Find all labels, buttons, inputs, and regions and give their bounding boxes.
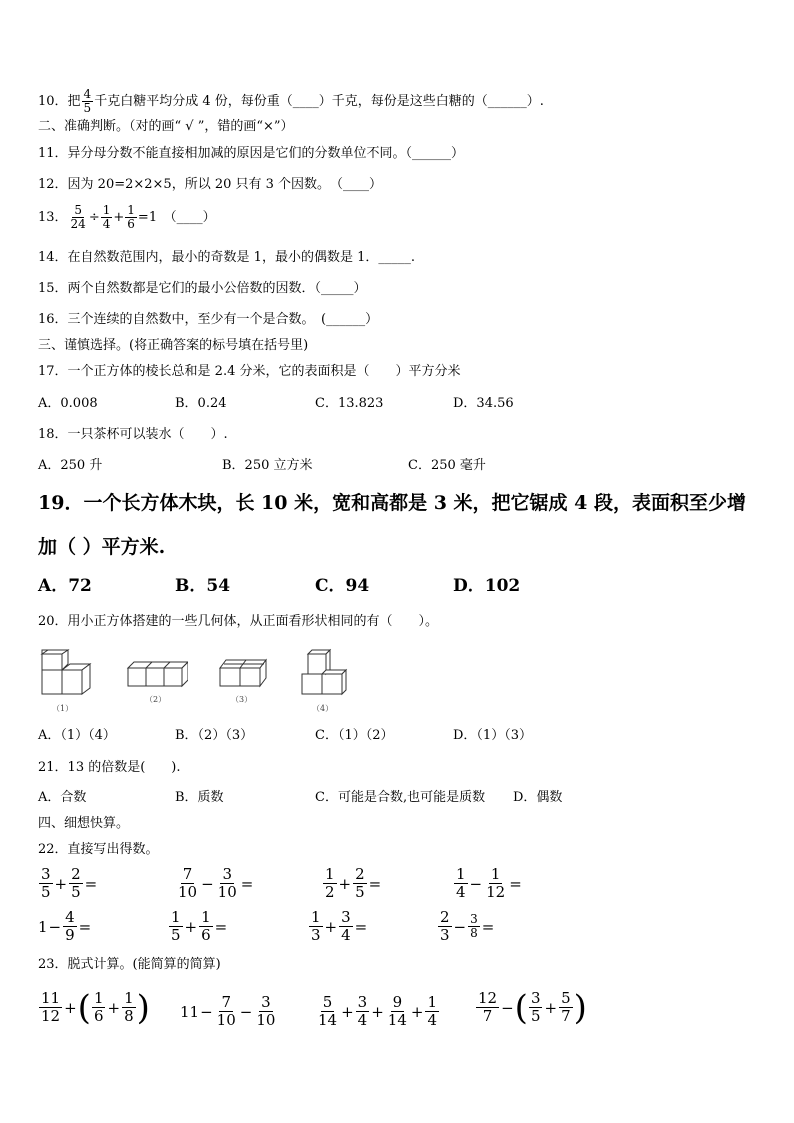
q10-number: 10．把 (38, 94, 81, 109)
question-17: 17．一个正方体的棱长总和是 2.4 分米，它的表面积是（ ）平方分米 (38, 364, 461, 379)
fraction: $\frac{3}{10}$ (256, 993, 276, 1029)
fraction: $\frac{1}{6}$ (93, 989, 104, 1025)
q22-expr-8: $\frac{2}{3}$ − $\frac{3}{8}$ = (440, 908, 495, 944)
fraction: $\frac{3}{5}$ (530, 989, 541, 1025)
q21-option-d[interactable]: D．偶数 (513, 790, 563, 805)
q21-option-c[interactable]: C．可能是合数,也可能是质数 (315, 790, 486, 805)
question-14: 14．在自然数范围内，最小的奇数是 1，最小的偶数是 1．_____. (38, 250, 415, 265)
right-paren: ) (573, 987, 587, 1028)
fraction: $\frac{1}{6}$ (127, 203, 135, 231)
fraction: $\frac{1}{8}$ (124, 989, 134, 1025)
fraction: $\frac{7}{10}$ (178, 865, 198, 901)
cube-figure-2 (126, 658, 188, 690)
q20-option-a[interactable]: A．（1）（4） (38, 728, 116, 743)
fraction: $\frac{7}{10}$ (216, 993, 236, 1029)
fraction: $\frac{3}{10}$ (217, 865, 237, 901)
q23-expr-4: $\frac{12}{7}$ − ( $\frac{3}{5}$ + $\frac{5}{7}$ ) (478, 987, 587, 1028)
fraction: $\frac{3}{5}$ (41, 865, 51, 901)
question-22: 22．直接写出得数。 (38, 842, 159, 857)
fraction: $\frac{9}{14}$ (387, 993, 407, 1029)
cube-figure-3 (218, 656, 268, 690)
question-16: 16．三个连续的自然数中，至少有一个是合数。 (______） (38, 312, 379, 327)
fraction: $\frac{11}{12}$ (41, 989, 61, 1025)
q21-option-b[interactable]: B．质数 (175, 790, 224, 805)
q17-option-c[interactable]: C．13.823 (315, 396, 384, 411)
fraction: $\frac{5}{7}$ (561, 989, 571, 1025)
section-3-heading: 三、谨慎选择。(将正确答案的标号填在括号里) (38, 338, 309, 353)
q18-option-b[interactable]: B．250 立方米 (222, 458, 313, 473)
q10-text: 千克白糖平均分成 4 份，每份重（____）千克，每份是这些白糖的（______）. (94, 94, 544, 109)
section-2-heading: 二、准确判断。（对的画“ √ ”，错的画“×”） (38, 119, 294, 134)
left-paren: ( (77, 987, 91, 1028)
cube-figure-1 (40, 648, 100, 698)
question-10 (38, 88, 544, 115)
fraction: $\frac{1}{3}$ (311, 908, 321, 944)
fraction: $\frac{3}{4}$ (341, 908, 351, 944)
q19-option-c[interactable]: C．94 (315, 576, 370, 596)
q22-expr-6: $\frac{1}{5}$ + $\frac{1}{6}$ = (171, 908, 228, 944)
question-21: 21．13 的倍数是( ). (38, 760, 181, 775)
q20-option-d[interactable]: D．（1）（3） (453, 728, 532, 743)
q18-option-c[interactable]: C．250 毫升 (408, 458, 486, 473)
question-18: 18．一只茶杯可以装水（ ）. (38, 427, 228, 442)
fraction: $\frac{1}{4}$ (456, 865, 466, 901)
q19-option-b[interactable]: B．54 (175, 576, 231, 596)
question-11: 11．异分母分数不能直接相加减的原因是它们的分数单位不同。（______） (38, 146, 465, 161)
q23-expr-3: $\frac{5}{14}$ + $\frac{3}{4}$ + $\frac{9}{14}$ + $\frac{1}{4}$ (318, 993, 438, 1029)
right-paren: ) (136, 987, 150, 1028)
figure-label-4: （4） (312, 704, 334, 713)
q19-option-a[interactable]: A．72 (38, 576, 92, 596)
q22-expr-4: $\frac{1}{4}$ − $\frac{1}{12}$ = (456, 865, 522, 901)
fraction: $\frac{12}{7}$ (478, 989, 498, 1025)
fraction: $\frac{2}{5}$ (355, 865, 365, 901)
q22-expr-5: 1 − $\frac{4}{9}$ = (38, 908, 92, 944)
fraction: $\frac{1}{6}$ (201, 908, 211, 944)
q22-expr-1: $\frac{3}{5}$ + $\frac{2}{5}$ = (41, 865, 98, 901)
cube-figure-4 (300, 648, 350, 696)
fraction: $\frac{5}{24}$ (70, 203, 86, 231)
fraction: $\frac{3}{8}$ (470, 912, 478, 940)
q23-expr-2: 11 − $\frac{7}{10}$ − $\frac{3}{10}$ (180, 993, 276, 1029)
q22-expr-3: $\frac{1}{2}$ + $\frac{2}{5}$ = (325, 865, 382, 901)
question-13: 13． $\frac{5}{24}$ ÷ $\frac{1}{4}$ + $\frac{1}{6}$ =1 （____） (38, 203, 216, 231)
fraction: $\frac{4}{9}$ (65, 908, 75, 944)
q18-option-a[interactable]: A．250 升 (38, 458, 103, 473)
figure-label-3: （3） (231, 695, 253, 704)
q20-option-c[interactable]: C．（1）（2） (315, 728, 394, 743)
fraction: $\frac{2}{5}$ (71, 865, 81, 901)
figure-label-1: （1） (52, 704, 74, 713)
q22-expr-2: $\frac{7}{10}$ − $\frac{3}{10}$ = (178, 865, 254, 901)
q21-option-a[interactable]: A．合数 (38, 790, 87, 805)
fraction: $\frac{1}{4}$ (102, 203, 111, 231)
question-12: 12．因为 20=2×2×5，所以 20 只有 3 个因数。 （____） (38, 177, 383, 192)
question-15: 15．两个自然数都是它们的最小公倍数的因数．（_____） (38, 281, 367, 296)
q20-option-b[interactable]: B．（2）（3） (175, 728, 254, 743)
fraction: $\frac{1}{5}$ (171, 908, 181, 944)
q23-expr-1: $\frac{11}{12}$ + ( $\frac{1}{6}$ + $\frac{1}{8}$ ) (41, 987, 150, 1028)
fraction: $\frac{3}{4}$ (357, 993, 368, 1029)
fraction: $\frac{2}{3}$ (440, 908, 450, 944)
q22-expr-7: $\frac{1}{3}$ + $\frac{3}{4}$ = (311, 908, 368, 944)
fraction: $\frac{5}{14}$ (318, 993, 338, 1029)
fraction: $\frac{1}{12}$ (486, 865, 506, 901)
left-paren: ( (514, 987, 528, 1028)
q19-option-d[interactable]: D．102 (453, 576, 521, 596)
question-23: 23．脱式计算。(能简算的简算) (38, 957, 221, 972)
fraction: $\frac{4}{5}$ (83, 87, 92, 115)
fraction: $\frac{1}{2}$ (325, 865, 335, 901)
question-19: 19．一个长方体木块，长 10 米，宽和高都是 3 米，把它锯成 4 段，表面积至少增加（ ）平方米. (38, 492, 747, 558)
fraction: $\frac{1}{4}$ (427, 993, 438, 1029)
figure-label-2: （2） (145, 695, 167, 704)
q17-option-b[interactable]: B．0.24 (175, 396, 227, 411)
q17-option-d[interactable]: D．34.56 (453, 396, 514, 411)
q17-option-a[interactable]: A．0.008 (38, 396, 98, 411)
section-4-heading: 四、细想快算。 (38, 816, 130, 831)
question-20: 20．用小正方体搭建的一些几何体，从正面看形状相同的有（ ）。 (38, 614, 439, 629)
